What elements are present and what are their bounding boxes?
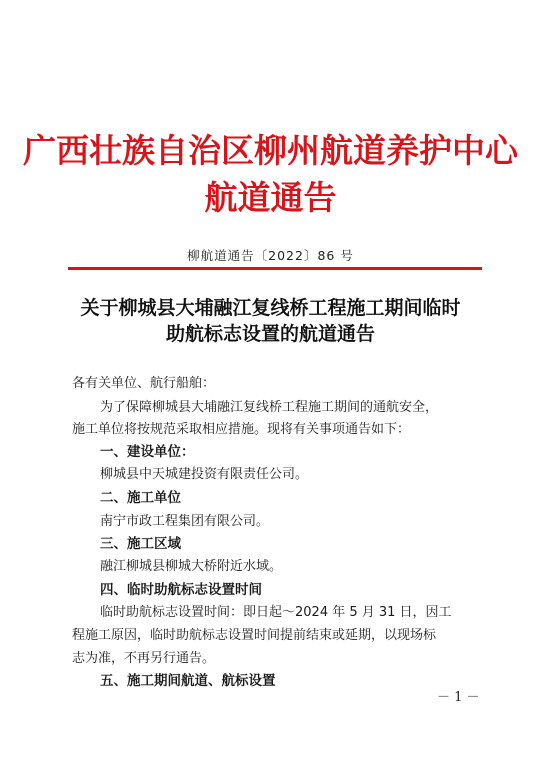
section3-heading: 三、施工区域	[100, 536, 181, 552]
section1-heading: 一、建设单位：	[100, 444, 195, 460]
issuing-organization: 广西壮族自治区柳州航道养护中心	[23, 131, 518, 170]
red-divider-rule	[68, 267, 482, 270]
section3-text: 融江柳城县柳城大桥附近水域。	[100, 559, 283, 574]
page-number: － 1 －	[437, 690, 480, 705]
section4-paragraph-line3: 志为准，不再另行通告。	[72, 651, 216, 666]
document-number: 柳航道通告〔2022〕86 号	[187, 248, 354, 263]
salutation: 各有关单位、航行船舶：	[72, 376, 216, 391]
notice-title-line1: 关于柳城县大埔融江复线桥工程施工期间临时	[80, 297, 461, 319]
section2-heading: 二、施工单位	[100, 490, 181, 506]
document-type-title: 航道通告	[204, 178, 337, 217]
section1-text: 柳城县中天城建投资有限责任公司。	[100, 467, 309, 482]
section4-heading: 四、临时助航标志设置时间	[100, 582, 262, 598]
intro-paragraph-line2: 施工单位将按规范采取相应措施。现将有关事项通告如下：	[72, 422, 411, 437]
section5-heading: 五、施工期间航道、航标设置	[100, 673, 276, 689]
notice-title-line2: 助航标志设置的航道通告	[165, 323, 375, 345]
section4-paragraph-line1: 临时助航标志设置时间：即日起～2024 年 5 月 31 日，因工	[100, 605, 452, 620]
section2-text: 南宁市政工程集团有限公司。	[100, 514, 270, 529]
intro-paragraph-line1: 为了保障柳城县大埔融江复线桥工程施工期间的通航安全，	[100, 400, 439, 415]
section4-paragraph-line2: 程施工原因，临时助航标志设置时间提前结束或延期，以现场标	[72, 628, 437, 643]
